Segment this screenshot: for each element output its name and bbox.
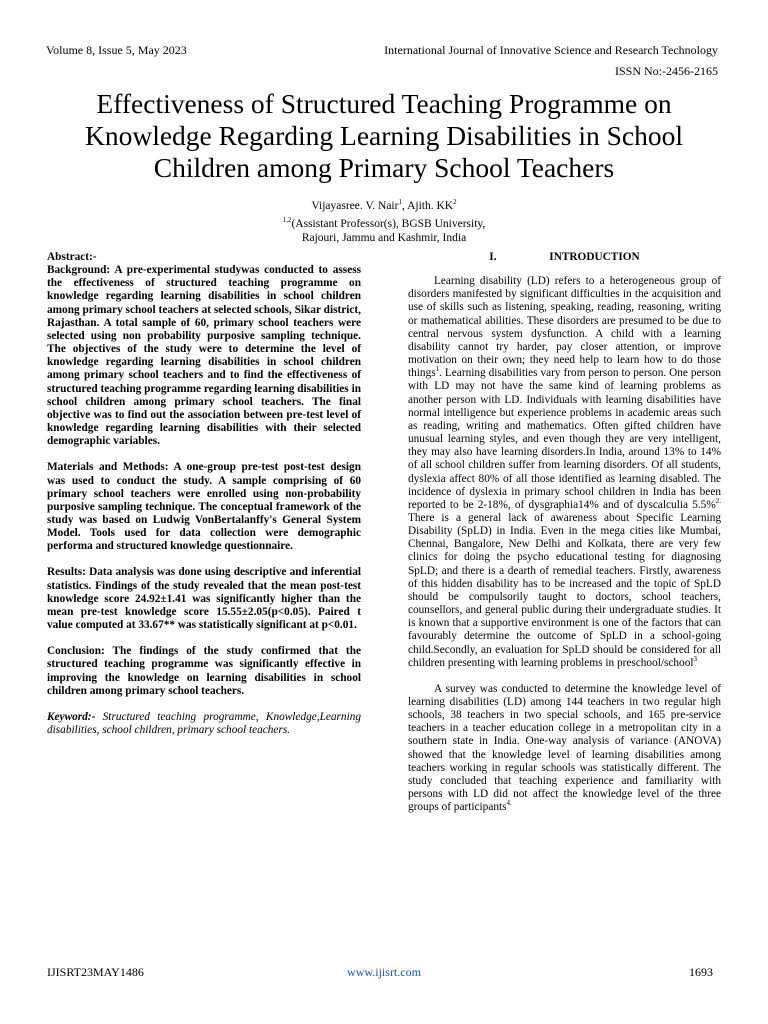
paper-code: IJISRT23MAY1486 [47,965,144,979]
author-block [40,195,728,245]
affiliation-line-1 [40,213,728,231]
title-line: Knowledge Regarding Learning Disabilities in School [84,120,683,151]
journal-url-link[interactable]: www.ijisrt.com [347,965,421,979]
author-separator: , [401,199,408,212]
abstract-column [47,251,361,737]
author-1-marker: 1 [398,198,402,206]
intro-paragraph-2 [408,683,721,815]
affiliation-marker: 1,2 [282,215,292,224]
abstract-background: Background: A pre-experimental studywas conducted to assess the effectiveness of structured teaching programme on knowledge regarding learning disabilities in school children among primary school teachers at selected schools, Sikar district, Rajasthan. A total sample of 60, primary school teachers were selected using non probability purposive sampling technique. The objectives of the study were to determine the level of knowledge regarding learning disabilities in school children among primary school teachers and to find the effectiveness of structured teaching programme regarding learning disabilities in school children among primary school teachers. The final objective was to find out the association between pre-test level of knowledge regarding learning disabilities with their selected demographic variables. [47,264,361,448]
keywords [47,711,361,737]
abstract-results: Results: Data analysis was done using descriptive and inferential statistics. Findings of the study revealed that the mean post-test knowledge score 24.92±1.41 was significantly higher than the mean pre-test knowledge score 15.55±2.05(p<0.05). Paired t value computed at 33.67** was statistically significant at p<0.01. [47,566,361,632]
citation-ref: 4. [506,799,512,808]
intro-paragraph-1 [408,275,721,670]
author-2-marker: 2 [453,198,457,206]
paper-title [40,88,728,184]
section-number: I. [489,251,497,263]
intro-text: . Learning disabilities vary from person to person. One person with LD may not have the same kind of learning problems as another person with LD. Individuals with learning disabilities have normal intelligence but experience problems in academic areas such as reading, writing and mathematics. Often gifted children have unusual learning styles, and even though they are very intelligent, they may also have learning disorders.In India, around 13% to 14% of all school children suffer from learning disorders. Of all students, dyslexia affect 80% of all those identified as learning disabled. The incidence of dyslexia in primary school children in India has been reported to be 2-18%, of dysgraphia14% and of dyscalculia 5.5% [408,367,721,511]
issn: ISSN No:-2456-2165 [614,64,718,78]
intro-text: Learning disability (LD) refers to a heterogeneous group of disorders manifested by significant difficulties in the acquisition and use of skills such as listening, speaking, reading, reasoning, writing or mathematical abilities. These disorders are presumed to be due to central nervous system dysfunction. A child with a learning disability cannot try harder, pay closer attention, or improve motivation on their own; they need help to learn how to do those things [408,275,721,380]
keyword-list: Structured teaching programme, Knowledge,Learning disabilities, school children, primary school teachers. [47,710,361,736]
title-line: Children among Primary School Teachers [153,152,615,183]
abstract-heading: Abstract:- [47,251,97,263]
author-1: Vijayasree. V. Nair [311,199,399,212]
citation-ref: 3 [693,654,697,663]
author-names [40,195,728,213]
author-2: Ajith. KK [407,199,454,212]
keyword-label: Keyword:- [47,710,96,723]
section-heading [408,251,721,264]
citation-ref: 1 [435,365,440,374]
title-line: Effectiveness of Structured Teaching Programme on [96,88,672,119]
affiliation-text-1: (Assistant Professor(s), BGSB University, [291,217,486,230]
introduction-column [408,251,721,814]
section-title: INTRODUCTION [549,251,640,263]
page-number: 1693 [689,965,713,979]
citation-ref: 2. [715,497,721,506]
abstract-conclusion: Conclusion: The findings of the study confirmed that the structured teaching programme was significantly effective in improving the knowledge on learning disabilities in school children among primary school teachers. [47,645,361,697]
volume-issue: Volume 8, Issue 5, May 2023 [46,43,187,57]
abstract-methods: Materials and Methods: A one-group pre-test post-test design was used to conduct the study. A sample comprising of 60 primary school teachers were enrolled using non-probability purposive sampling technique. The conceptual framework of the study was based on Ludwig VonBertalanffy's General System Model. Tools used for data collection were demographic performa and structured knowledge questionnaire. [47,461,361,553]
intro-text: There is a general lack of awareness about Specific Learning Disability (SpLD) in India. Even in the mega cities like Mumbai, Chennai, Bangalore, New Delhi and Kolkata, there are very few clinics for doing the psycho educational testing for diagnosing SpLD; and there is a dearth of remedial teachers. Firstly, awareness of this hidden disability has to be increased and the topic of SpLD should be compulsorily taught to doctors, school teachers, counsellors, and general public during their undergraduate studies. It is known that a supportive environment is one of the factors that can favourably determine the outcome of SpLD in a school-going child.Secondly, an evaluation for SpLD should be considered for all children presenting with learning problems in preschool/school [408,511,721,669]
intro-text: A survey was conducted to determine the knowledge level of learning disabilities (LD) among 144 teachers in two regular high schools, 38 teachers in two special schools, and 165 pre-service teachers in a teacher education college in a metropolitan city in a southern state in India. One-way analysis of variance (ANOVA) showed that the knowledge level of learning disabilities among teachers working in regular schools was statistically different. The study concluded that teaching experience and familiarity with persons with LD did not affect the knowledge level of the three groups of participants [408,682,721,814]
affiliation-line-2: Rajouri, Jammu and Kashmir, India [301,231,467,244]
journal-name: International Journal of Innovative Science and Research Technology [384,43,718,57]
